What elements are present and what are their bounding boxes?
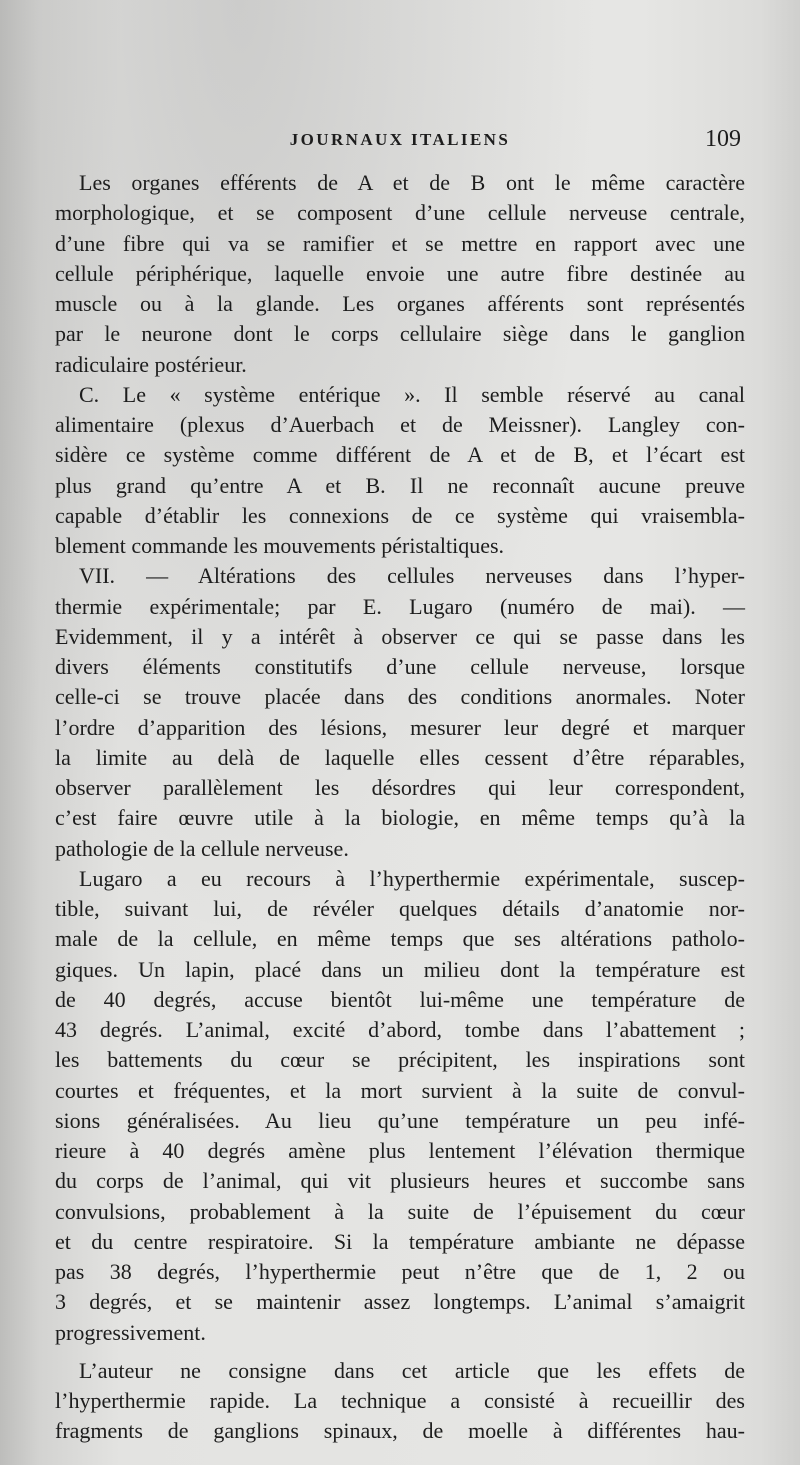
page-header: [55, 126, 745, 156]
text-line: du corps de l’animal, qui vit plusieurs heures et succombe sans: [55, 1168, 745, 1194]
page-number: 109: [705, 126, 741, 152]
text-line: sidère ce système comme différent de A et de B, et l’écart est: [55, 442, 745, 468]
text-line: plus grand qu’entre A et B. Il ne reconnaît aucune preuve: [55, 472, 745, 498]
text-line: alimentaire (plexus d’Auerbach et de Meissner). Langley con-: [55, 412, 745, 437]
text-line: cellule périphérique, laquelle envoie une autre fibre destinée au: [55, 260, 745, 286]
text-line: courtes et fréquentes, et la mort survient à la suite de convul-: [55, 1077, 745, 1103]
text-line: progressivement.: [55, 1319, 206, 1345]
text-line: giques. Un lapin, placé dans un milieu dont la température est: [55, 956, 745, 982]
text-line: sions généralisées. Au lieu qu’une température un peu infé-: [55, 1107, 745, 1133]
text-line: Lugaro a eu recours à l’hyperthermie expérimentale, suscep-: [79, 865, 745, 891]
text-line: radiculaire postérieur.: [55, 351, 247, 377]
text-line: VII. — Altérations des cellules nerveuses dans l’hyper-: [79, 563, 745, 589]
running-head: JOURNAUX ITALIENS: [289, 130, 511, 149]
text-line: la limite au delà de laquelle elles cessent d’être réparables,: [55, 744, 745, 770]
text-line: Les organes efférents de A et de B ont le même caractère: [79, 170, 745, 195]
text-line: et du centre respiratoire. Si la température ambiante ne dépasse: [55, 1228, 745, 1254]
text-line: convulsions, probablement à la suite de l’épuisement du cœur: [55, 1198, 745, 1224]
text-line: pas 38 degrés, l’hyperthermie peut n’être que de 1, 2 ou: [55, 1259, 745, 1284]
text-line: C. Le « système entérique ». Il semble réservé au canal: [79, 381, 745, 407]
text-line: l’ordre d’apparition des lésions, mesurer leur degré et marquer: [55, 714, 745, 740]
body-text: [55, 168, 745, 1447]
text-line: male de la cellule, en même temps que ses altérations patholo-: [55, 926, 745, 952]
text-line: blement commande les mouvements péristaltiques.: [55, 533, 505, 558]
text-line: par le neurone dont le corps cellulaire siège dans le ganglion: [55, 321, 745, 347]
text-line: de 40 degrés, accuse bientôt lui-même une température de: [55, 986, 745, 1012]
text-line: pathologie de la cellule nerveuse.: [55, 835, 349, 861]
paragraph-gap: [55, 1348, 745, 1356]
text-line: muscle ou à la glande. Les organes afférents sont représentés: [55, 291, 745, 316]
text-line: thermie expérimentale; par E. Lugaro (numéro de mai). —: [55, 593, 745, 619]
text-line: L’auteur ne consigne dans cet article que les effets de: [79, 1357, 745, 1383]
text-line: 3 degrés, et se maintenir assez longtemps. L’animal s’amaigrit: [55, 1289, 745, 1315]
text-line: fragments de ganglions spinaux, de moelle à différentes hau-: [55, 1418, 745, 1444]
text-line: morphologique, et se composent d’une cellule nerveuse centrale,: [55, 200, 745, 226]
text-line: 43 degrés. L’animal, excité d’abord, tombe dans l’abattement ;: [55, 1017, 745, 1042]
text-line: celle-ci se trouve placée dans des conditions anormales. Noter: [55, 684, 745, 710]
text-line: observer parallèlement les désordres qui leur correspondent,: [55, 775, 745, 800]
text-line: c’est faire œuvre utile à la biologie, en même temps qu’à la: [55, 805, 745, 831]
text-line: capable d’établir les connexions de ce système qui vraisembla-: [55, 502, 745, 528]
text-line: rieure à 40 degrés amène plus lentement l’élévation thermique: [55, 1138, 745, 1163]
text-line: divers éléments constitutifs d’une cellule nerveuse, lorsque: [55, 654, 745, 679]
text-line: d’une fibre qui va se ramifier et se mettre en rapport avec une: [55, 230, 745, 256]
text-line: l’hyperthermie rapide. La technique a consisté à recueillir des: [55, 1388, 745, 1413]
text-line: Evidemment, il y a intérêt à observer ce qui se passe dans les: [55, 623, 745, 649]
text-line: tible, suivant lui, de révéler quelques détails d’anatomie nor-: [55, 896, 745, 921]
text-line: les battements du cœur se précipitent, les inspirations sont: [55, 1047, 745, 1073]
